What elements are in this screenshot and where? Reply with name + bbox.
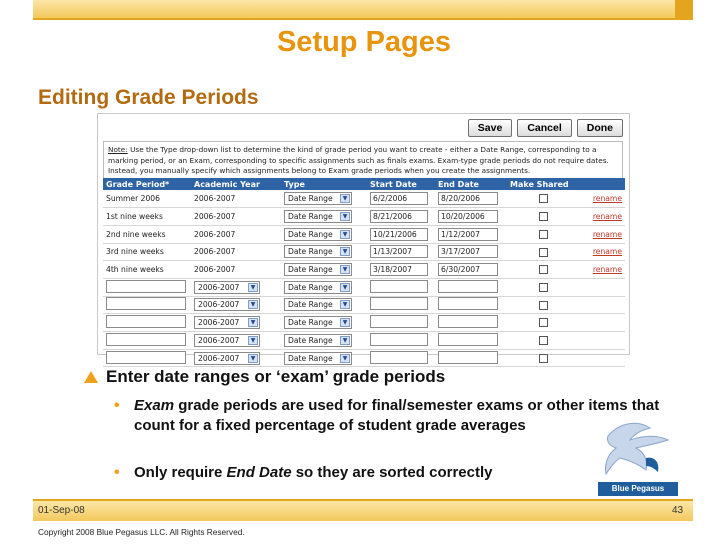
chevron-down-icon: ▼ <box>340 283 350 292</box>
footer-date: 01-Sep-08 <box>38 505 85 516</box>
bullet-sub-2-pre: Only require <box>134 464 227 481</box>
table-row <box>103 208 625 226</box>
col-grade-period: Grade Period* <box>103 178 191 190</box>
make-shared-checkbox[interactable] <box>539 336 548 345</box>
chevron-down-icon: ▼ <box>248 300 258 309</box>
period-name-input[interactable] <box>106 315 186 328</box>
rename-link[interactable]: rename <box>592 247 622 257</box>
type-select-value: Date Range <box>288 194 333 204</box>
cell-period: 3rd nine weeks <box>103 243 191 261</box>
type-select[interactable] <box>284 228 352 241</box>
cell-year: 2006-2007 <box>191 243 281 261</box>
rename-link[interactable]: rename <box>592 194 622 204</box>
make-shared-checkbox[interactable] <box>539 265 548 274</box>
bullet-main <box>84 367 445 387</box>
table-header-row <box>103 178 625 190</box>
type-select[interactable] <box>284 316 352 329</box>
end-date-input[interactable]: 6/30/2007 <box>438 263 498 276</box>
chevron-down-icon: ▼ <box>340 212 350 221</box>
chevron-down-icon: ▼ <box>340 354 350 363</box>
cell-period: Summer 2006 <box>103 190 191 208</box>
period-name-input[interactable] <box>106 297 186 310</box>
year-select-value: 2006-2007 <box>198 318 240 328</box>
page-number: 43 <box>672 505 684 516</box>
bullet-main-text: Enter date ranges or ‘exam’ grade periods <box>106 367 446 386</box>
make-shared-checkbox[interactable] <box>539 248 548 257</box>
type-select[interactable] <box>284 334 352 347</box>
action-buttons <box>468 119 623 137</box>
cell-year: 2006-2007 <box>191 190 281 208</box>
year-select-value: 2006-2007 <box>198 282 240 292</box>
start-date-input[interactable] <box>370 280 428 293</box>
end-date-input[interactable]: 10/20/2006 <box>438 210 498 223</box>
type-select-value: Date Range <box>288 300 333 310</box>
save-button[interactable]: Save <box>468 119 513 137</box>
end-date-input[interactable] <box>438 351 498 364</box>
rename-link[interactable]: rename <box>592 265 622 275</box>
type-select-value: Date Range <box>288 212 333 222</box>
chevron-down-icon: ▼ <box>248 318 258 327</box>
chevron-down-icon: ▼ <box>340 247 350 256</box>
table-row <box>103 261 625 279</box>
type-select[interactable] <box>284 192 352 205</box>
bullet-sub-2-post: so they are sorted correctly <box>291 464 493 481</box>
start-date-input[interactable] <box>370 297 428 310</box>
cell-period: 1st nine weeks <box>103 208 191 226</box>
start-date-input[interactable] <box>370 351 428 364</box>
exam-emphasis: Exam <box>134 397 175 414</box>
year-select[interactable] <box>194 316 260 329</box>
top-decor-bar <box>33 0 693 20</box>
table-row-blank <box>103 296 625 314</box>
grade-periods-screenshot <box>97 113 630 363</box>
type-select[interactable] <box>284 281 352 294</box>
triangle-bullet-icon <box>84 371 98 383</box>
chevron-down-icon: ▼ <box>340 194 350 203</box>
year-select[interactable] <box>194 298 260 311</box>
note-lead: Note: <box>108 145 128 154</box>
year-select-value: 2006-2007 <box>198 300 240 310</box>
col-academic-year: Academic Year <box>191 178 281 190</box>
table-row <box>103 190 625 208</box>
rename-link[interactable]: rename <box>592 212 622 222</box>
make-shared-checkbox[interactable] <box>539 283 548 292</box>
type-select[interactable] <box>284 210 352 223</box>
type-select-value: Date Range <box>288 318 333 328</box>
make-shared-checkbox[interactable] <box>539 194 548 203</box>
col-type: Type <box>281 178 367 190</box>
period-name-input[interactable] <box>106 351 186 364</box>
make-shared-checkbox[interactable] <box>539 230 548 239</box>
col-end-date: End Date <box>435 178 507 190</box>
period-name-input[interactable] <box>106 280 186 293</box>
start-date-input[interactable]: 1/13/2007 <box>370 245 428 258</box>
chevron-down-icon: ▼ <box>340 318 350 327</box>
cancel-button[interactable]: Cancel <box>517 119 571 137</box>
chevron-down-icon: ▼ <box>248 336 258 345</box>
end-date-input[interactable] <box>438 315 498 328</box>
copyright-text: Copyright 2008 Blue Pegasus LLC. All Rights Reserved. <box>38 527 245 537</box>
table-row-blank <box>103 349 625 367</box>
type-select[interactable] <box>284 245 352 258</box>
logo-caption: Blue Pegasus <box>598 482 678 496</box>
cell-year: 2006-2007 <box>191 261 281 279</box>
end-date-input[interactable]: 1/12/2007 <box>438 228 498 241</box>
start-date-input[interactable]: 10/21/2006 <box>370 228 428 241</box>
note-text: Use the Type drop-down list to determine the kind of grade period you want to create - either a Date Range, corresponding to a marking period, or an Exam, corresponding to specific assignments such as finals exams. Exam-type grade periods do not require dates. Instead, you manually specify which assignments belong to Exam grade periods when you create the assignments. <box>108 145 609 175</box>
done-button[interactable]: Done <box>577 119 623 137</box>
type-select-value: Date Range <box>288 353 333 363</box>
start-date-input[interactable] <box>370 333 428 346</box>
chevron-down-icon: ▼ <box>248 354 258 363</box>
footer-bar <box>33 499 693 521</box>
top-decor-tick <box>675 0 693 20</box>
end-date-input[interactable] <box>438 280 498 293</box>
cell-period: 4th nine weeks <box>103 261 191 279</box>
cell-period: 2nd nine weeks <box>103 225 191 243</box>
make-shared-checkbox[interactable] <box>539 318 548 327</box>
type-select-value: Date Range <box>288 247 333 257</box>
year-select-value: 2006-2007 <box>198 335 240 345</box>
col-start-date: Start Date <box>367 178 435 190</box>
col-action <box>579 178 625 190</box>
type-select[interactable] <box>284 298 352 311</box>
year-select-value: 2006-2007 <box>198 353 240 363</box>
dot-bullet-icon: • <box>114 397 120 414</box>
start-date-input[interactable] <box>370 315 428 328</box>
type-select[interactable] <box>284 263 352 276</box>
cell-year: 2006-2007 <box>191 208 281 226</box>
dot-bullet-icon: • <box>114 464 120 481</box>
year-select[interactable] <box>194 334 260 347</box>
chevron-down-icon: ▼ <box>340 336 350 345</box>
chevron-down-icon: ▼ <box>248 283 258 292</box>
period-name-input[interactable] <box>106 333 186 346</box>
chevron-down-icon: ▼ <box>340 230 350 239</box>
bullet-sub-1-rest: grade periods are used for final/semester exams or other items that count for a fixed percentage of student grade averages <box>134 397 660 434</box>
slide-title: Setup Pages <box>276 26 452 58</box>
end-date-input[interactable] <box>438 297 498 310</box>
pegasus-icon <box>598 418 678 482</box>
year-select[interactable] <box>194 352 260 365</box>
start-date-input[interactable]: 8/21/2006 <box>370 210 428 223</box>
type-select-value: Date Range <box>288 282 333 292</box>
end-date-input[interactable] <box>438 333 498 346</box>
type-select-value: Date Range <box>288 229 333 239</box>
year-select[interactable] <box>194 281 260 294</box>
table-row <box>103 225 625 243</box>
end-date-emphasis: End Date <box>226 464 292 481</box>
make-shared-checkbox[interactable] <box>539 301 548 310</box>
slide-subtitle: Editing Grade Periods <box>38 86 259 109</box>
type-select-value: Date Range <box>288 335 333 345</box>
start-date-input[interactable]: 3/18/2007 <box>370 263 428 276</box>
cell-year: 2006-2007 <box>191 225 281 243</box>
table-row-blank <box>103 332 625 350</box>
chevron-down-icon: ▼ <box>340 300 350 309</box>
chevron-down-icon: ▼ <box>340 265 350 274</box>
col-make-shared: Make Shared <box>507 178 579 190</box>
blue-pegasus-logo <box>598 418 678 494</box>
end-date-input[interactable]: 3/17/2007 <box>438 245 498 258</box>
table-row-blank <box>103 314 625 332</box>
table-row <box>103 243 625 261</box>
table-row-blank <box>103 278 625 296</box>
grade-periods-table <box>103 178 625 367</box>
start-date-input[interactable]: 6/2/2006 <box>370 192 428 205</box>
rename-link[interactable]: rename <box>592 229 622 239</box>
type-select[interactable] <box>284 352 352 365</box>
type-select-value: Date Range <box>288 265 333 275</box>
make-shared-checkbox[interactable] <box>539 212 548 221</box>
make-shared-checkbox[interactable] <box>539 354 548 363</box>
end-date-input[interactable]: 8/20/2006 <box>438 192 498 205</box>
